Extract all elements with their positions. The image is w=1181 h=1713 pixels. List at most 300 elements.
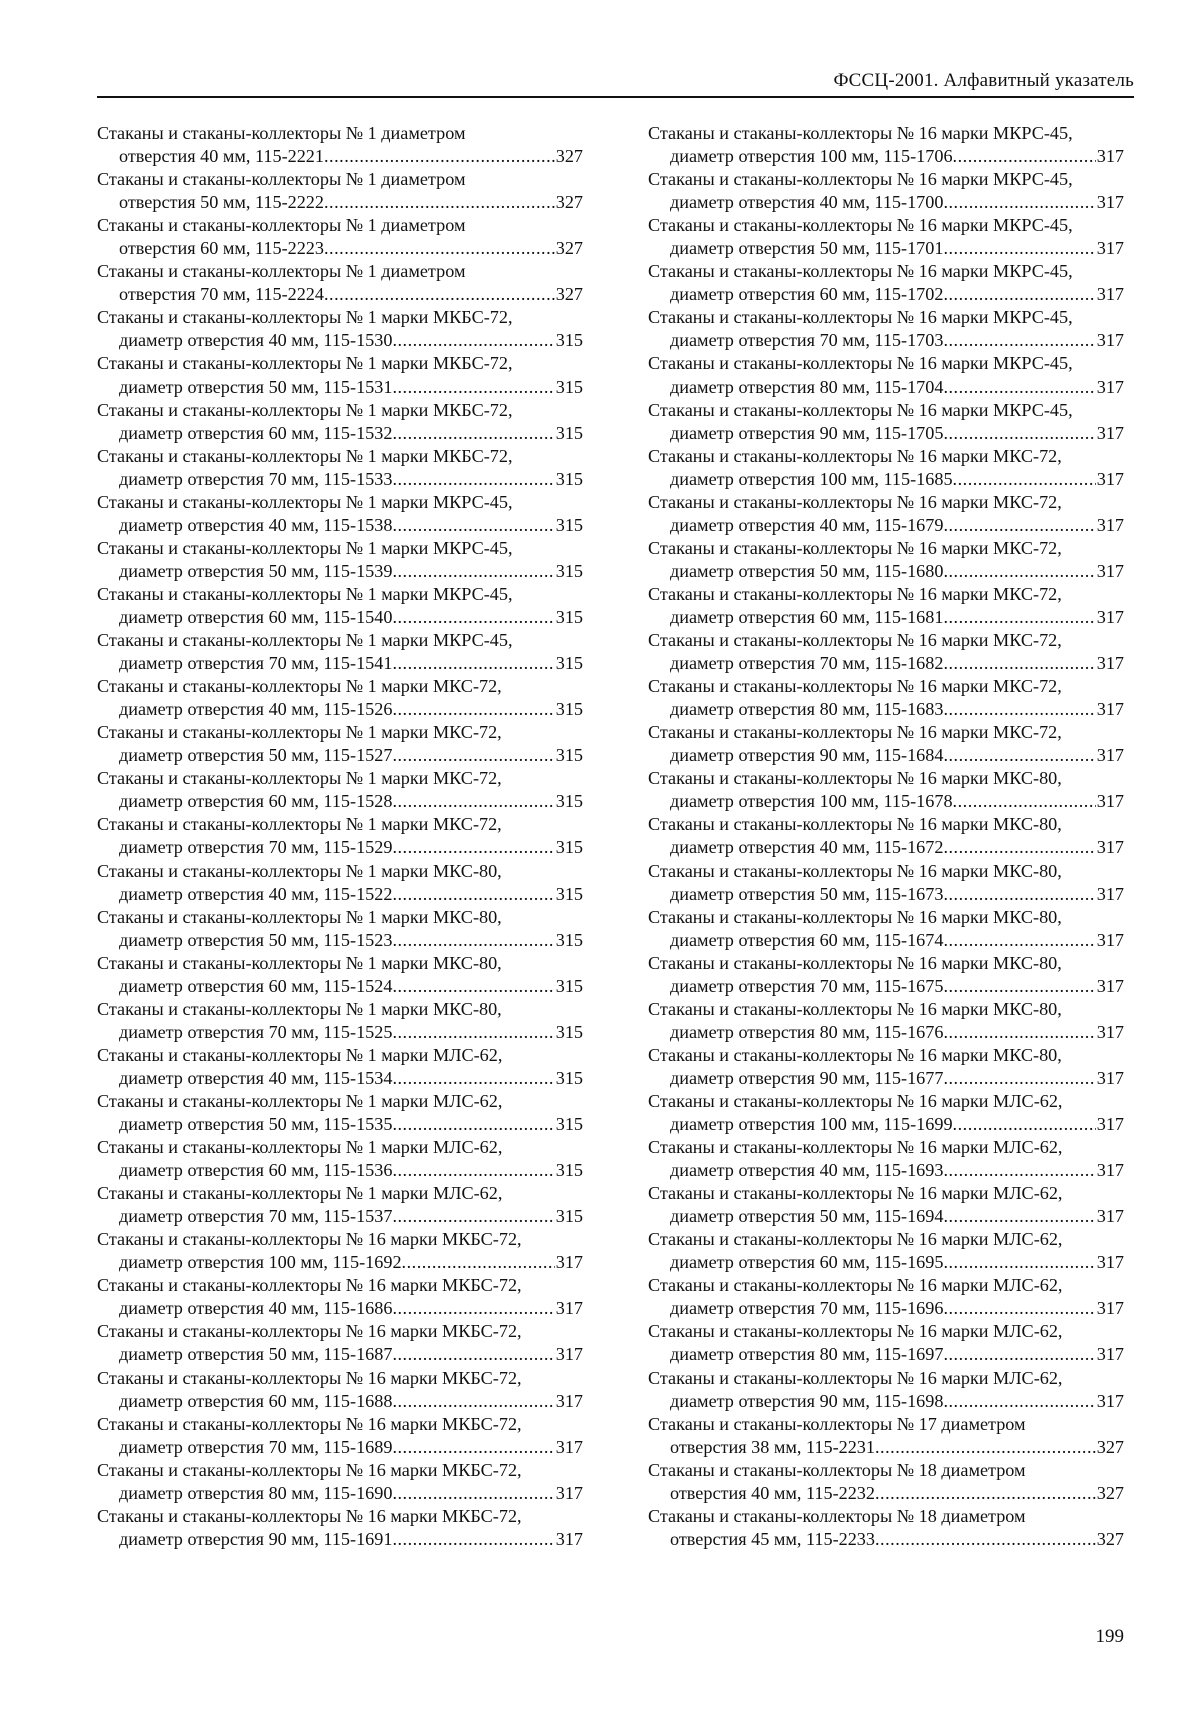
index-entry bbox=[97, 675, 583, 721]
entry-detail: диаметр отверстия 70 мм, 115-1537 bbox=[119, 1206, 393, 1227]
entry-page-number: 315 bbox=[555, 699, 583, 720]
entry-detail: отверстия 60 мм, 115-2223 bbox=[119, 238, 324, 259]
entry-title: Стаканы и стаканы-коллекторы № 1 марки МКБС-72, bbox=[97, 307, 513, 328]
index-entry bbox=[648, 1228, 1124, 1274]
entry-title: Стаканы и стаканы-коллекторы № 1 марки МКС-80, bbox=[97, 860, 502, 881]
entry-page-number: 315 bbox=[555, 1160, 583, 1181]
entry-detail-line bbox=[648, 283, 1124, 306]
dot-leader bbox=[392, 376, 554, 399]
entry-detail-line bbox=[97, 468, 583, 491]
entry-page-number: 315 bbox=[555, 837, 583, 858]
entry-page-number: 317 bbox=[555, 1436, 583, 1457]
entry-title: Стаканы и стаканы-коллекторы № 16 марки МКБС-72, bbox=[97, 1367, 522, 1388]
index-entry bbox=[648, 583, 1124, 629]
entry-page-number: 317 bbox=[1096, 929, 1124, 950]
index-entry bbox=[648, 675, 1124, 721]
entry-page-number: 317 bbox=[1096, 514, 1124, 535]
entry-page-number: 317 bbox=[1096, 699, 1124, 720]
entry-detail-line bbox=[97, 1482, 583, 1505]
dot-leader bbox=[392, 929, 554, 952]
entry-detail-line bbox=[648, 1297, 1124, 1320]
entry-detail-line bbox=[648, 836, 1124, 859]
entry-page-number: 317 bbox=[1096, 975, 1124, 996]
index-entry bbox=[97, 1182, 583, 1228]
entry-page-number: 327 bbox=[555, 192, 583, 213]
index-entry bbox=[97, 306, 583, 352]
entry-page-number: 315 bbox=[555, 653, 583, 674]
dot-leader bbox=[943, 1390, 1095, 1413]
entry-page-number: 317 bbox=[1096, 238, 1124, 259]
entry-title: Стаканы и стаканы-коллекторы № 18 диаметром bbox=[648, 1459, 1026, 1480]
index-entry bbox=[648, 1274, 1124, 1320]
entry-title: Стаканы и стаканы-коллекторы № 1 марки МКС-80, bbox=[97, 906, 502, 927]
entry-title: Стаканы и стаканы-коллекторы № 1 марки МКБС-72, bbox=[97, 445, 513, 466]
index-entry bbox=[97, 1228, 583, 1274]
entry-detail: диаметр отверстия 100 мм, 115-1692 bbox=[119, 1252, 402, 1273]
dot-leader bbox=[324, 237, 555, 260]
index-entry bbox=[648, 399, 1124, 445]
entry-title: Стаканы и стаканы-коллекторы № 16 марки МКС-80, bbox=[648, 952, 1062, 973]
entry-detail-line bbox=[648, 468, 1124, 491]
entry-detail: диаметр отверстия 50 мм, 115-1531 bbox=[119, 376, 393, 397]
entry-page-number: 315 bbox=[555, 376, 583, 397]
dot-leader bbox=[943, 514, 1095, 537]
entry-title: Стаканы и стаканы-коллекторы № 18 диаметром bbox=[648, 1505, 1026, 1526]
index-entry bbox=[97, 445, 583, 491]
index-entry bbox=[97, 813, 583, 859]
dot-leader bbox=[392, 652, 554, 675]
entry-title: Стаканы и стаканы-коллекторы № 16 марки МЛС-62, bbox=[648, 1229, 1063, 1250]
index-entry bbox=[97, 1459, 583, 1505]
entry-detail: диаметр отверстия 100 мм, 115-1685 bbox=[670, 468, 953, 489]
index-entry bbox=[648, 1413, 1124, 1459]
index-entry bbox=[97, 122, 583, 168]
entry-title: Стаканы и стаканы-коллекторы № 16 марки МКС-72, bbox=[648, 722, 1062, 743]
entry-detail-line bbox=[97, 237, 583, 260]
entry-detail: диаметр отверстия 50 мм, 115-1680 bbox=[670, 560, 944, 581]
dot-leader bbox=[392, 698, 554, 721]
index-entry bbox=[97, 214, 583, 260]
entry-detail: диаметр отверстия 70 мм, 115-1529 bbox=[119, 837, 393, 858]
dot-leader bbox=[324, 191, 555, 214]
entry-page-number: 315 bbox=[555, 745, 583, 766]
entry-title: Стаканы и стаканы-коллекторы № 16 марки МКС-80, bbox=[648, 860, 1062, 881]
index-entry bbox=[97, 168, 583, 214]
entry-detail: диаметр отверстия 60 мм, 115-1524 bbox=[119, 975, 393, 996]
index-entry bbox=[648, 767, 1124, 813]
dot-leader bbox=[875, 1528, 1096, 1551]
dot-leader bbox=[943, 929, 1095, 952]
entry-detail-line bbox=[97, 744, 583, 767]
entry-detail: отверстия 38 мм, 115-2231 bbox=[670, 1436, 875, 1457]
dot-leader bbox=[392, 836, 554, 859]
entry-detail: диаметр отверстия 90 мм, 115-1705 bbox=[670, 422, 944, 443]
entry-title: Стаканы и стаканы-коллекторы № 1 марки МКС-72, bbox=[97, 722, 502, 743]
entry-detail-line bbox=[97, 1390, 583, 1413]
dot-leader bbox=[875, 1482, 1096, 1505]
index-entry bbox=[648, 1367, 1124, 1413]
entry-detail: диаметр отверстия 40 мм, 115-1679 bbox=[670, 514, 944, 535]
dot-leader bbox=[943, 1205, 1095, 1228]
entry-detail-line bbox=[648, 698, 1124, 721]
entry-title: Стаканы и стаканы-коллекторы № 1 диаметром bbox=[97, 215, 466, 236]
entry-title: Стаканы и стаканы-коллекторы № 16 марки МКБС-72, bbox=[97, 1275, 522, 1296]
index-entry bbox=[97, 1274, 583, 1320]
entry-detail: диаметр отверстия 50 мм, 115-1527 bbox=[119, 745, 393, 766]
dot-leader bbox=[392, 1021, 554, 1044]
index-entry bbox=[97, 629, 583, 675]
entry-detail-line bbox=[97, 1113, 583, 1136]
index-entry bbox=[648, 1044, 1124, 1090]
entry-detail-line bbox=[648, 1021, 1124, 1044]
index-entry bbox=[97, 721, 583, 767]
index-entry bbox=[97, 491, 583, 537]
entry-title: Стаканы и стаканы-коллекторы № 1 марки МКРС-45, bbox=[97, 583, 513, 604]
entry-detail: диаметр отверстия 40 мм, 115-1700 bbox=[670, 192, 944, 213]
entry-detail-line bbox=[97, 1297, 583, 1320]
entry-detail: диаметр отверстия 60 мм, 115-1540 bbox=[119, 606, 393, 627]
entry-page-number: 317 bbox=[1096, 1298, 1124, 1319]
dot-leader bbox=[324, 283, 555, 306]
entry-title: Стаканы и стаканы-коллекторы № 1 марки МКС-72, bbox=[97, 768, 502, 789]
entry-page-number: 317 bbox=[555, 1528, 583, 1549]
index-entry bbox=[648, 952, 1124, 998]
dot-leader bbox=[943, 422, 1095, 445]
entry-page-number: 315 bbox=[555, 975, 583, 996]
entry-page-number: 315 bbox=[555, 1067, 583, 1088]
dot-leader bbox=[392, 1528, 554, 1551]
entry-page-number: 315 bbox=[555, 791, 583, 812]
dot-leader bbox=[943, 975, 1095, 998]
dot-leader bbox=[953, 1113, 1096, 1136]
entry-detail: диаметр отверстия 80 мм, 115-1683 bbox=[670, 699, 944, 720]
dot-leader bbox=[943, 1297, 1095, 1320]
entry-page-number: 315 bbox=[555, 1021, 583, 1042]
index-entry bbox=[97, 1044, 583, 1090]
entry-detail-line bbox=[648, 1251, 1124, 1274]
entry-detail-line bbox=[97, 606, 583, 629]
entry-detail: диаметр отверстия 60 мм, 115-1681 bbox=[670, 606, 944, 627]
entry-title: Стаканы и стаканы-коллекторы № 16 марки МКС-72, bbox=[648, 445, 1062, 466]
entry-detail: диаметр отверстия 50 мм, 115-1673 bbox=[670, 883, 944, 904]
entry-title: Стаканы и стаканы-коллекторы № 16 марки МКС-80, bbox=[648, 906, 1062, 927]
index-entry bbox=[648, 1090, 1124, 1136]
entry-title: Стаканы и стаканы-коллекторы № 1 марки МКС-80, bbox=[97, 998, 502, 1019]
entry-detail-line bbox=[97, 1159, 583, 1182]
entry-title: Стаканы и стаканы-коллекторы № 16 марки МКБС-72, bbox=[97, 1321, 522, 1342]
entry-detail: отверстия 70 мм, 115-2224 bbox=[119, 284, 324, 305]
entry-detail: диаметр отверстия 40 мм, 115-1530 bbox=[119, 330, 393, 351]
entry-detail: диаметр отверстия 70 мм, 115-1675 bbox=[670, 975, 944, 996]
dot-leader bbox=[943, 1159, 1095, 1182]
entry-detail-line bbox=[648, 329, 1124, 352]
entry-page-number: 317 bbox=[555, 1482, 583, 1503]
entry-detail: отверстия 40 мм, 115-2232 bbox=[670, 1482, 875, 1503]
entry-title: Стаканы и стаканы-коллекторы № 16 марки МКС-80, bbox=[648, 998, 1062, 1019]
entry-detail: диаметр отверстия 90 мм, 115-1677 bbox=[670, 1067, 944, 1088]
dot-leader bbox=[943, 283, 1095, 306]
entry-page-number: 327 bbox=[555, 146, 583, 167]
index-entry bbox=[648, 998, 1124, 1044]
index-entry bbox=[97, 1505, 583, 1551]
entry-detail-line bbox=[648, 883, 1124, 906]
entry-page-number: 315 bbox=[555, 606, 583, 627]
entry-title: Стаканы и стаканы-коллекторы № 16 марки МКС-72, bbox=[648, 537, 1062, 558]
entry-detail: диаметр отверстия 80 мм, 115-1690 bbox=[119, 1482, 393, 1503]
entry-page-number: 317 bbox=[1096, 1390, 1124, 1411]
entry-page-number: 317 bbox=[555, 1298, 583, 1319]
dot-leader bbox=[875, 1436, 1096, 1459]
entry-detail-line bbox=[648, 191, 1124, 214]
entry-page-number: 317 bbox=[1096, 376, 1124, 397]
dot-leader bbox=[953, 790, 1096, 813]
entry-detail: диаметр отверстия 60 мм, 115-1695 bbox=[670, 1252, 944, 1273]
entry-title: Стаканы и стаканы-коллекторы № 16 марки МКБС-72, bbox=[97, 1229, 522, 1250]
entry-title: Стаканы и стаканы-коллекторы № 1 марки МКС-80, bbox=[97, 952, 502, 973]
entry-page-number: 317 bbox=[1096, 284, 1124, 305]
entry-detail: диаметр отверстия 70 мм, 115-1682 bbox=[670, 653, 944, 674]
entry-detail: диаметр отверстия 70 мм, 115-1696 bbox=[670, 1298, 944, 1319]
entry-detail: диаметр отверстия 70 мм, 115-1541 bbox=[119, 653, 393, 674]
dot-leader bbox=[392, 1205, 554, 1228]
entry-detail-line bbox=[648, 1113, 1124, 1136]
entry-page-number: 315 bbox=[555, 330, 583, 351]
entry-detail-line bbox=[648, 145, 1124, 168]
dot-leader bbox=[392, 1436, 554, 1459]
entry-page-number: 317 bbox=[1096, 745, 1124, 766]
entry-detail: диаметр отверстия 50 мм, 115-1701 bbox=[670, 238, 944, 259]
index-entry bbox=[648, 1320, 1124, 1366]
entry-detail: диаметр отверстия 40 мм, 115-1693 bbox=[670, 1160, 944, 1181]
entry-detail-line bbox=[648, 560, 1124, 583]
dot-leader bbox=[943, 376, 1095, 399]
entry-page-number: 317 bbox=[1096, 1067, 1124, 1088]
index-entry bbox=[97, 352, 583, 398]
entry-detail: диаметр отверстия 60 мм, 115-1536 bbox=[119, 1160, 393, 1181]
entry-detail-line bbox=[97, 1343, 583, 1366]
entry-page-number: 327 bbox=[555, 238, 583, 259]
entry-title: Стаканы и стаканы-коллекторы № 1 марки МКС-72, bbox=[97, 676, 502, 697]
entry-title: Стаканы и стаканы-коллекторы № 1 марки МЛС-62, bbox=[97, 1044, 503, 1065]
entry-title: Стаканы и стаканы-коллекторы № 16 марки МКРС-45, bbox=[648, 123, 1073, 143]
index-entry bbox=[97, 1320, 583, 1366]
entry-detail: диаметр отверстия 70 мм, 115-1703 bbox=[670, 330, 944, 351]
dot-leader bbox=[392, 1159, 554, 1182]
entry-title: Стаканы и стаканы-коллекторы № 1 марки МКРС-45, bbox=[97, 537, 513, 558]
entry-title: Стаканы и стаканы-коллекторы № 1 марки МЛС-62, bbox=[97, 1090, 503, 1111]
index-entry bbox=[97, 399, 583, 445]
entry-detail: отверстия 50 мм, 115-2222 bbox=[119, 192, 324, 213]
entry-detail: диаметр отверстия 100 мм, 115-1678 bbox=[670, 791, 953, 812]
entry-detail: диаметр отверстия 60 мм, 115-1532 bbox=[119, 422, 393, 443]
entry-detail: отверстия 40 мм, 115-2221 bbox=[119, 146, 324, 167]
entry-detail-line bbox=[648, 1436, 1124, 1459]
entry-detail-line bbox=[648, 514, 1124, 537]
entry-page-number: 317 bbox=[1096, 791, 1124, 812]
dot-leader bbox=[392, 514, 554, 537]
index-entry bbox=[648, 306, 1124, 352]
entry-detail-line bbox=[97, 1436, 583, 1459]
entry-detail-line bbox=[97, 1021, 583, 1044]
entry-detail: диаметр отверстия 80 мм, 115-1676 bbox=[670, 1021, 944, 1042]
entry-detail: диаметр отверстия 80 мм, 115-1704 bbox=[670, 376, 944, 397]
entry-detail: диаметр отверстия 100 мм, 115-1706 bbox=[670, 146, 953, 167]
index-entry bbox=[97, 860, 583, 906]
entry-page-number: 327 bbox=[1096, 1528, 1124, 1549]
entry-title: Стаканы и стаканы-коллекторы № 16 марки МЛС-62, bbox=[648, 1090, 1063, 1111]
entry-page-number: 317 bbox=[1096, 1021, 1124, 1042]
entry-detail: диаметр отверстия 60 мм, 115-1688 bbox=[119, 1390, 393, 1411]
entry-title: Стаканы и стаканы-коллекторы № 16 марки МКС-72, bbox=[648, 630, 1062, 651]
entry-title: Стаканы и стаканы-коллекторы № 1 диаметром bbox=[97, 123, 466, 143]
entry-detail: диаметр отверстия 50 мм, 115-1694 bbox=[670, 1206, 944, 1227]
dot-leader bbox=[953, 468, 1096, 491]
dot-leader bbox=[392, 1343, 554, 1366]
entry-detail-line bbox=[97, 1205, 583, 1228]
entry-title: Стаканы и стаканы-коллекторы № 1 марки МКБС-72, bbox=[97, 399, 513, 420]
index-entry bbox=[97, 1413, 583, 1459]
entry-page-number: 317 bbox=[555, 1344, 583, 1365]
entry-detail: диаметр отверстия 90 мм, 115-1684 bbox=[670, 745, 944, 766]
dot-leader bbox=[943, 883, 1095, 906]
dot-leader bbox=[402, 1251, 555, 1274]
entry-detail-line bbox=[97, 652, 583, 675]
entry-detail: диаметр отверстия 70 мм, 115-1525 bbox=[119, 1021, 393, 1042]
index-entry bbox=[648, 813, 1124, 859]
index-entry bbox=[648, 491, 1124, 537]
entry-page-number: 317 bbox=[1096, 560, 1124, 581]
index-entry bbox=[97, 767, 583, 813]
entry-page-number: 327 bbox=[555, 284, 583, 305]
index-entry bbox=[97, 537, 583, 583]
entry-detail-line bbox=[97, 1067, 583, 1090]
entry-title: Стаканы и стаканы-коллекторы № 1 марки МКС-72, bbox=[97, 814, 502, 835]
index-entry bbox=[648, 1459, 1124, 1505]
dot-leader bbox=[324, 145, 555, 168]
entry-detail: диаметр отверстия 80 мм, 115-1697 bbox=[670, 1344, 944, 1365]
entry-title: Стаканы и стаканы-коллекторы № 1 марки МКРС-45, bbox=[97, 491, 513, 512]
entry-title: Стаканы и стаканы-коллекторы № 16 марки МКБС-72, bbox=[97, 1459, 522, 1480]
entry-detail-line bbox=[97, 191, 583, 214]
entry-page-number: 315 bbox=[555, 1114, 583, 1135]
entry-title: Стаканы и стаканы-коллекторы № 16 марки МКРС-45, bbox=[648, 215, 1073, 236]
index-entry bbox=[97, 1090, 583, 1136]
dot-leader bbox=[392, 422, 554, 445]
index-entry bbox=[648, 1505, 1124, 1551]
dot-leader bbox=[953, 145, 1096, 168]
entry-page-number: 317 bbox=[555, 1252, 583, 1273]
entry-page-number: 315 bbox=[555, 1206, 583, 1227]
entry-detail-line bbox=[648, 790, 1124, 813]
entry-detail: диаметр отверстия 90 мм, 115-1691 bbox=[119, 1528, 393, 1549]
entry-detail-line bbox=[97, 1251, 583, 1274]
entry-page-number: 317 bbox=[1096, 468, 1124, 489]
dot-leader bbox=[392, 468, 554, 491]
entry-title: Стаканы и стаканы-коллекторы № 16 марки МЛС-62, bbox=[648, 1275, 1063, 1296]
entry-detail-line bbox=[648, 744, 1124, 767]
entry-title: Стаканы и стаканы-коллекторы № 16 марки МКС-80, bbox=[648, 814, 1062, 835]
entry-detail-line bbox=[648, 1390, 1124, 1413]
entry-detail-line bbox=[648, 1159, 1124, 1182]
entry-page-number: 317 bbox=[1096, 1206, 1124, 1227]
entry-page-number: 315 bbox=[555, 468, 583, 489]
entry-title: Стаканы и стаканы-коллекторы № 16 марки МКРС-45, bbox=[648, 307, 1073, 328]
entry-title: Стаканы и стаканы-коллекторы № 1 диаметром bbox=[97, 169, 466, 190]
entry-detail-line bbox=[97, 514, 583, 537]
entry-detail: диаметр отверстия 90 мм, 115-1698 bbox=[670, 1390, 944, 1411]
entry-title: Стаканы и стаканы-коллекторы № 16 марки МЛС-62, bbox=[648, 1367, 1063, 1388]
dot-leader bbox=[392, 883, 554, 906]
entry-detail: диаметр отверстия 40 мм, 115-1522 bbox=[119, 883, 393, 904]
entry-page-number: 317 bbox=[1096, 330, 1124, 351]
entry-detail-line bbox=[648, 237, 1124, 260]
entry-page-number: 315 bbox=[555, 560, 583, 581]
index-entry bbox=[648, 352, 1124, 398]
entry-detail-line bbox=[648, 652, 1124, 675]
dot-leader bbox=[943, 329, 1095, 352]
entry-title: Стаканы и стаканы-коллекторы № 16 марки МКРС-45, bbox=[648, 353, 1073, 374]
dot-leader bbox=[943, 652, 1095, 675]
index-entry bbox=[648, 168, 1124, 214]
dot-leader bbox=[392, 1113, 554, 1136]
entry-title: Стаканы и стаканы-коллекторы № 16 марки МКС-72, bbox=[648, 676, 1062, 697]
dot-leader bbox=[943, 1251, 1095, 1274]
entry-page-number: 317 bbox=[1096, 653, 1124, 674]
entry-detail: диаметр отверстия 70 мм, 115-1533 bbox=[119, 468, 393, 489]
index-entry bbox=[97, 998, 583, 1044]
entry-page-number: 317 bbox=[1096, 1114, 1124, 1135]
entry-detail: отверстия 45 мм, 115-2233 bbox=[670, 1528, 875, 1549]
dot-leader bbox=[392, 560, 554, 583]
index-column-right bbox=[648, 122, 1124, 1551]
entry-page-number: 317 bbox=[1096, 146, 1124, 167]
entry-detail: диаметр отверстия 70 мм, 115-1689 bbox=[119, 1436, 393, 1457]
dot-leader bbox=[943, 1021, 1095, 1044]
dot-leader bbox=[392, 1297, 554, 1320]
entry-detail-line bbox=[97, 422, 583, 445]
entry-title: Стаканы и стаканы-коллекторы № 16 марки МКРС-45, bbox=[648, 261, 1073, 282]
entry-title: Стаканы и стаканы-коллекторы № 16 марки МКБС-72, bbox=[97, 1413, 522, 1434]
entry-detail: диаметр отверстия 50 мм, 115-1687 bbox=[119, 1344, 393, 1365]
page-number: 199 bbox=[1095, 1626, 1124, 1647]
entry-title: Стаканы и стаканы-коллекторы № 16 марки МЛС-62, bbox=[648, 1183, 1063, 1204]
entry-detail-line bbox=[648, 1205, 1124, 1228]
entry-title: Стаканы и стаканы-коллекторы № 1 марки МКРС-45, bbox=[97, 630, 513, 651]
index-entry bbox=[648, 260, 1124, 306]
entry-detail: диаметр отверстия 50 мм, 115-1539 bbox=[119, 560, 393, 581]
entry-detail-line bbox=[648, 1528, 1124, 1551]
entry-detail: диаметр отверстия 60 мм, 115-1674 bbox=[670, 929, 944, 950]
dot-leader bbox=[943, 1343, 1095, 1366]
index-entry bbox=[648, 214, 1124, 260]
entry-title: Стаканы и стаканы-коллекторы № 1 диаметром bbox=[97, 261, 466, 282]
index-entry bbox=[648, 122, 1124, 168]
entry-detail: диаметр отверстия 40 мм, 115-1526 bbox=[119, 699, 393, 720]
entry-detail-line bbox=[97, 698, 583, 721]
entry-detail: диаметр отверстия 40 мм, 115-1686 bbox=[119, 1298, 393, 1319]
entry-page-number: 315 bbox=[555, 929, 583, 950]
entry-detail: диаметр отверстия 40 мм, 115-1672 bbox=[670, 837, 944, 858]
entry-detail-line bbox=[648, 1482, 1124, 1505]
entry-detail: диаметр отверстия 50 мм, 115-1535 bbox=[119, 1114, 393, 1135]
index-entry bbox=[648, 1136, 1124, 1182]
entry-title: Стаканы и стаканы-коллекторы № 16 марки МКБС-72, bbox=[97, 1505, 522, 1526]
entry-title: Стаканы и стаканы-коллекторы № 16 марки МЛС-62, bbox=[648, 1137, 1063, 1158]
index-entry bbox=[97, 1136, 583, 1182]
entry-title: Стаканы и стаканы-коллекторы № 16 марки МКС-80, bbox=[648, 1044, 1062, 1065]
dot-leader bbox=[392, 975, 554, 998]
entry-page-number: 315 bbox=[555, 514, 583, 535]
